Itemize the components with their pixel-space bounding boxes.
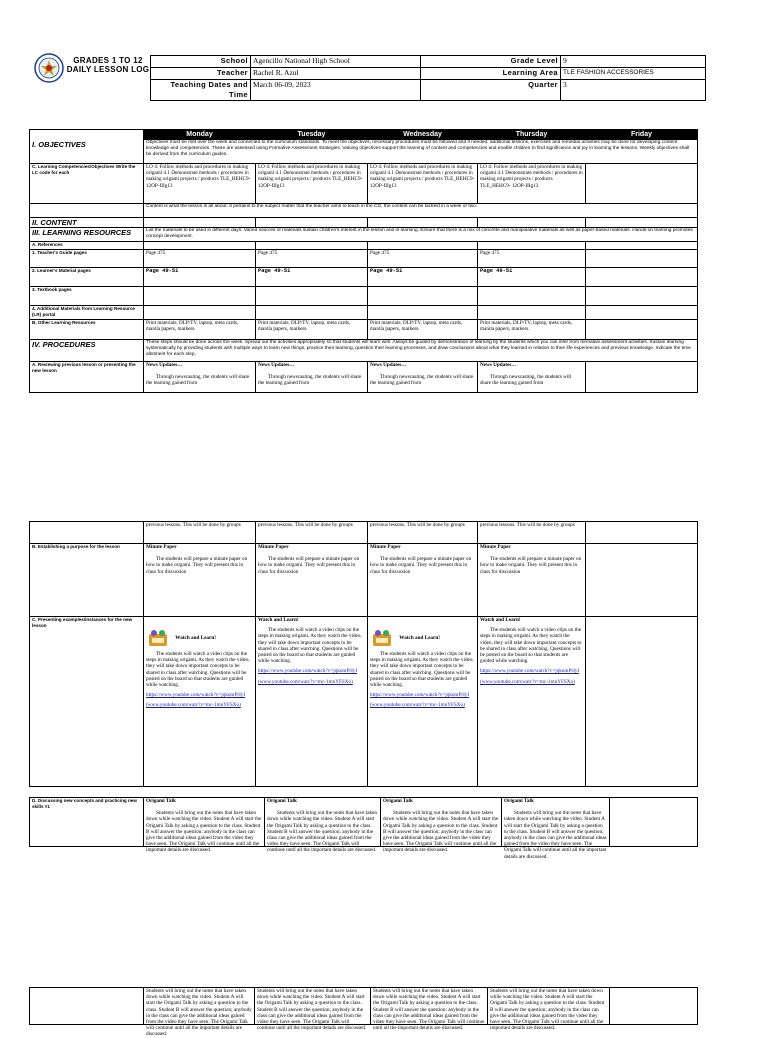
purpose-text: The students will prepare a minute paper on how to make origami. They will present this in class for discussion (146, 556, 248, 575)
lr-tuesday (256, 306, 368, 320)
discussion-cont-monday (144, 988, 255, 1038)
tb-tuesday (256, 287, 368, 306)
watch-text: The students will watch a video clips on the steps in making origami. As they watch the video, they will take down important concepts to be shared in class after watching. Questions will be posted on the board so that students are guided while watching. (480, 627, 582, 665)
review-text: Through newscasting, the students will share the learning gained from (370, 374, 474, 387)
discussion-text: Students will bring out the notes that have taken down while watching the video. Student A will start the Origami Talk by asking a question to the class. Student B will answer the question; anybody in the class can give the additional ideas gained from the video they have seen. The Origami Talk will continue until all the important details are discussed. (383, 810, 499, 854)
discussion-wednesday (381, 798, 502, 854)
content-thursday (478, 218, 586, 228)
tg-thursday: Page 475 (478, 250, 586, 268)
review-monday (144, 362, 256, 393)
review-thursday (478, 362, 586, 393)
quarter-value: 3 (561, 80, 706, 101)
video-link-2[interactable]: (www.youtube.com/watc?v=mc-1mnYFSXo) (146, 702, 241, 709)
lesson-log-table-discussion (29, 797, 698, 860)
teaching-dates-label (151, 80, 251, 101)
purpose-text: The students will prepare a minute paper on how to make origami. They will present this in class for discussion (370, 556, 472, 575)
lm-label: 2. Learner's Material pages (30, 268, 144, 287)
video-link-1[interactable]: https://www.youtube.com/watch?v=jqkumPrIyI (370, 692, 470, 699)
tb-wednesday (368, 287, 478, 306)
day-wednesday: Wednesday (368, 130, 478, 140)
watch-text: The students will watch a video clips on the steps in making origami. As they watch the video, they will take down important concepts to be shared in class after watching. Questions will be posted on the board so that students are guided while watching. (146, 651, 250, 689)
lesson-log-table-discussion-continued (29, 987, 698, 1038)
ref-thursday (478, 242, 586, 250)
purpose-title: Minute Paper (480, 544, 511, 550)
cartoon-icon (370, 629, 394, 647)
resources-heading: III. LEARNING RESOURCES (30, 228, 144, 242)
lm-thursday: Page 49-51 (478, 268, 586, 287)
purpose-text: The students will prepare a minute paper on how to make origami. They will present this in class for discussion (480, 556, 582, 575)
tg-label: 1. Teacher's Guide pages (30, 250, 144, 268)
discussion-text-cont: Students will bring out the notes that have taken down while watching the video. Student A will start the Origami Talk by asking a question to the class. Student B will answer the question; anybody in the class can give the additional ideas gained from the video they have seen. The Origami Talk will continue until all the important details are discussed. (257, 988, 367, 1032)
school-label: School (151, 56, 251, 68)
lm-wednesday: Page 49-51 (368, 268, 478, 287)
discussion-cont-friday (610, 988, 698, 1025)
review-text: Through newscasting, the students will share the learning gained from (258, 374, 362, 387)
seal-icon (34, 53, 64, 83)
tg-monday: Page 475 (144, 250, 256, 268)
watch-heading (146, 629, 253, 647)
watch-title: Watch and Learn! (399, 635, 440, 642)
discussion-cont-wednesday (371, 988, 488, 1032)
examples-tuesday (256, 617, 368, 787)
teaching-dates-label-line1: Teaching Dates and (170, 80, 248, 89)
procedures-heading: IV. PROCEDURES (30, 340, 144, 362)
content-friday (586, 218, 698, 228)
form-title (62, 56, 154, 74)
deped-seal (34, 53, 64, 83)
other-friday (586, 320, 698, 340)
tb-friday (586, 287, 698, 306)
purpose-title: Minute Paper (370, 544, 401, 550)
review-label: A. Reviewing previous lesson or presenting the new lesson (30, 362, 144, 393)
grade-level-value: 9 (561, 56, 706, 68)
objectives-instruction: Objectives must be met over the week and connected to the curriculum standards. To meet the objectives, necessary procedures must be followed and if needed, additional lessons, exercises and remedial activities may be done for developing content knowledge and competencies. These are assessed using Formative Assessment strategies. Valuing objectives support the learning of content and competencies and enable children to find significance and joy in learning the lessons. Weekly objectives shall be derived from the curriculum guides. (144, 140, 698, 164)
review-title: News Updates… (146, 362, 183, 368)
review-title: News Updates… (370, 362, 407, 368)
other-thursday: Print materials, DLP/TV, laptop, meta cards, manila papers, markers. (478, 320, 586, 340)
examples-wednesday (368, 617, 478, 787)
objectives-heading: I. OBJECTIVES (30, 130, 144, 164)
lc-label: C. Learning Competencies/Objectives Write the LC code for each (30, 164, 144, 204)
teacher-label: Teacher (151, 68, 251, 80)
discussion-text-cont: Students will bring out the notes that have taken down while watching the video. Student A will start the Origami Talk by asking a question to the class. Student B will answer the question; anybody in the class can give the additional ideas gained from the video they have seen. The Origami Talk will continue until all the important details are discussed. (490, 988, 605, 1032)
discussion-cont-tuesday (255, 988, 371, 1032)
lm-friday (586, 268, 698, 287)
ref-wednesday (368, 242, 478, 250)
discussion-text: Students will bring out the notes that have taken down while watching the video. Student A will start the Origami Talk by asking a question to the class. Student B will answer the question; anybody in the class can give the additional ideas gained from the video they have seen. The Origami Talk will continue until all the important details are discussed. (504, 810, 607, 860)
lr-portal-label: 4. Additional Materials from Learning Resource (LR) portal (30, 306, 144, 320)
discussion-label-cont (30, 988, 144, 1025)
examples-friday (586, 617, 698, 787)
purpose-title: Minute Paper (146, 544, 177, 550)
video-link-2[interactable]: (www.youtube.com/watc?v=mc-1mnYFSXo) (480, 678, 575, 685)
content-monday (144, 218, 256, 228)
review-friday (586, 362, 698, 393)
lc-monday: LO 4: Follow methods and procedures in making origami 4.1 Demonstrate methods / procedures in making origami projects / products TLE_HEHC9- 12OP-IIIg13 (144, 164, 256, 204)
other-resources-label: B. Other Learning Resources (30, 320, 144, 340)
tg-friday (586, 250, 698, 268)
review-title: News Updates… (258, 362, 295, 368)
discussion-tuesday (265, 798, 381, 854)
video-link-1[interactable]: https://www.youtube.com/watch?v=jqkumPrIyI (258, 668, 358, 675)
tg-tuesday: Page 475 (256, 250, 368, 268)
review-cont-tuesday: previous lessons. This will be done by groups (256, 522, 368, 544)
purpose-wednesday (368, 544, 478, 617)
lesson-log-table (29, 129, 698, 393)
other-wednesday: Print materials, DLP/TV, laptop, meta cards, manila papers, markers. (368, 320, 478, 340)
discussion-label: D. Discussing new concepts and practicing new skills #1 (30, 798, 144, 847)
procedures-instruction: These steps should be done across the week. Spread out the activities appropriately so that students will learn well. Always be guided by demonstration of learning by the students which you can infer from formative assessment activities. Sustain learning systematically by providing students with multiple ways to learn new things, practice their learning, question their learning processes, and draw conclusions about what they learned in relation to their life experiences and previous knowledge. Indicate the time allotment for each step. (144, 340, 698, 362)
content-spacer (30, 204, 144, 218)
purpose-monday (144, 544, 256, 617)
resources-instruction: List the materials to be used in different days. Varied sources of materials sustain children's interest in the lesson and in learning. Ensure that there is a mix of concrete and manipulative materials as well as paper-based materials. Hands-on learning promotes concept development. (144, 228, 698, 242)
teacher-value: Rachel R. Azul (251, 68, 421, 80)
quarter-label: Quarter (421, 80, 561, 101)
discussion-text: Students will bring out the notes that have taken down while watching the video. Student A will start the Origami Talk by asking a question to the class. Student B will answer the question; anybody in the class can give the additional ideas gained from the video they have seen. The Origami Talk will continue until all the important details are discussed. (146, 810, 262, 854)
references-label: A. References (30, 242, 144, 250)
review-text: Through newscasting, the students will share the learning gained from (146, 374, 250, 387)
lc-friday (586, 164, 698, 204)
purpose-label: B. Establishing a purpose for the lesson (30, 544, 144, 617)
ref-monday (144, 242, 256, 250)
purpose-thursday (478, 544, 586, 617)
content-heading: II. CONTENT (30, 218, 144, 228)
form-title-line2: DAILY LESSON LOG (66, 65, 150, 74)
discussion-title: Origami Talk (267, 798, 297, 804)
review-tuesday (256, 362, 368, 393)
video-link-1[interactable]: https://www.youtube.com/watch?v=jqkumPrIyI (480, 668, 580, 675)
lr-monday (144, 306, 256, 320)
video-link-1[interactable]: https://www.youtube.com/watch?v=jqkumPrIyI (146, 692, 246, 699)
discussion-monday (144, 798, 265, 854)
tg-wednesday: Page 475 (368, 250, 478, 268)
review-cont-thursday: previous lessons. This will be done by groups (478, 522, 586, 544)
lr-wednesday (368, 306, 478, 320)
lr-thursday (478, 306, 586, 320)
examples-thursday (478, 617, 586, 787)
discussion-title: Origami Talk (146, 798, 176, 804)
textbook-label: 3. Textbook pages (30, 287, 144, 306)
day-monday: Monday (144, 130, 256, 140)
lc-thursday: LO 4: Follow methods and procedures in making origami 4.1 Demonstrate methods / procedures in making origami projects / products TLE_HEHC9- 12OP-IIIg13 (478, 164, 586, 204)
form-title-line1: GRADES 1 TO 12 (73, 56, 143, 65)
purpose-title: Minute Paper (258, 544, 289, 550)
watch-title: Watch and Learn! (258, 617, 299, 623)
review-label-cont (30, 522, 144, 544)
discussion-title: Origami Talk (383, 798, 413, 804)
content-tuesday (256, 218, 368, 228)
examples-label: C. Presenting examples/instances for the new lesson (30, 617, 144, 787)
grade-level-label: Grade Level (421, 56, 561, 68)
purpose-friday (586, 544, 698, 617)
cartoon-icon (146, 629, 170, 647)
purpose-tuesday (256, 544, 368, 617)
tb-thursday (478, 287, 586, 306)
review-cont-monday: previous lessons. This will be done by groups (144, 522, 256, 544)
lesson-log-table-continued (29, 521, 698, 787)
header-table (150, 55, 706, 101)
discussion-cont-thursday (488, 988, 610, 1032)
review-text: Through newscasting, the students will share the learning gained from (480, 374, 572, 387)
lm-tuesday: Page 49-51 (256, 268, 368, 287)
watch-heading (370, 629, 475, 647)
day-friday: Friday (586, 130, 698, 140)
examples-monday (144, 617, 256, 787)
discussion-friday (610, 798, 698, 847)
discussion-title: Origami Talk (504, 798, 534, 804)
lc-wednesday: LO 4: Follow methods and procedures in making origami 4.1 Demonstrate methods / procedures in making origami projects / products TLE_HEHC9- 12OP-IIIg13 (368, 164, 478, 204)
watch-text: The students will watch a video clips on the steps in making origami. As they watch the video, they will take down important concepts to be shared in class after watching. Questions will be posted on the board so that students are guided while watching. (258, 627, 362, 665)
teaching-dates-value: March 06-09, 2023 (251, 80, 421, 101)
discussion-text: Students will bring out the notes that have taken down while watching the video. Student A will start the Origami Talk by asking a question to the class. Student B will answer the question; anybody in the class can give the additional ideas gained from the video they have seen. The Origami Talk will continue until all the important details are discussed. (267, 810, 377, 854)
school-value: Agencillo National High School (251, 56, 421, 68)
lm-monday: Page 49-51 (144, 268, 256, 287)
content-wednesday (368, 218, 478, 228)
review-cont-friday (586, 522, 698, 544)
lc-tuesday: LO 4: Follow methods and procedures in making origami 4.1 Demonstrate methods / procedures in making origami projects / products TLE_HEHC9- 12OP-IIIg13 (256, 164, 368, 204)
day-tuesday: Tuesday (256, 130, 368, 140)
discussion-text-cont: Students will bring out the notes that have taken down while watching the video. Student A will start the Origami Talk by asking a question to the class. Student B will answer the question; anybody in the class can give the additional ideas gained from the video they have seen. The Origami Talk will continue until all the important details are discussed. (373, 988, 485, 1032)
video-link-2[interactable]: (www.youtube.com/watc?v=mc-1mnYFSXo) (370, 702, 465, 709)
watch-text: The students will watch a video clips on the steps in making origami. As they watch the video, they will take down important concepts to be shared in class after watching. Questions will be posted on the board so that students are guided while watching. (370, 651, 474, 689)
content-instruction: Content is what the lesson is all about. It pertains to the subject matter that the teacher aims to teach in the CG, the content can be tackled in a week or two. (144, 204, 698, 218)
teaching-dates-label-line2: Time (229, 90, 248, 99)
purpose-text: The students will prepare a minute paper on how to make origami. They will present this in class for discussion (258, 556, 360, 575)
video-link-2[interactable]: (www.youtube.com/watc?v=mc-1mnYFSXo) (258, 678, 353, 685)
day-thursday: Thursday (478, 130, 586, 140)
other-tuesday: Print materials, DLP/TV, laptop, meta cards, manila papers, markers. (256, 320, 368, 340)
ref-friday (586, 242, 698, 250)
learning-area-label: Learning Area (421, 68, 561, 80)
learning-area-value: TLE FASHION ACCESSORIES (561, 68, 706, 80)
tb-monday (144, 287, 256, 306)
ref-tuesday (256, 242, 368, 250)
lr-friday (586, 306, 698, 320)
other-monday: Print materials, DLP/TV, laptop, meta cards, manila papers, markers. (144, 320, 256, 340)
review-wednesday (368, 362, 478, 393)
discussion-thursday (502, 798, 610, 860)
review-cont-wednesday: previous lessons. This will be done by groups (368, 522, 478, 544)
discussion-text-cont: Students will bring out the notes that have taken down while watching the video. Student A will start the Origami Talk by asking a question to the class. Student B will answer the question; anybody in the class can give the additional ideas gained from the video they have seen. The Origami Talk will continue until all the important details are discussed. (146, 988, 252, 1038)
watch-title: Watch and Learn! (175, 635, 216, 642)
review-title: News Updates… (480, 362, 517, 368)
watch-title: Watch and Learn! (480, 617, 521, 623)
